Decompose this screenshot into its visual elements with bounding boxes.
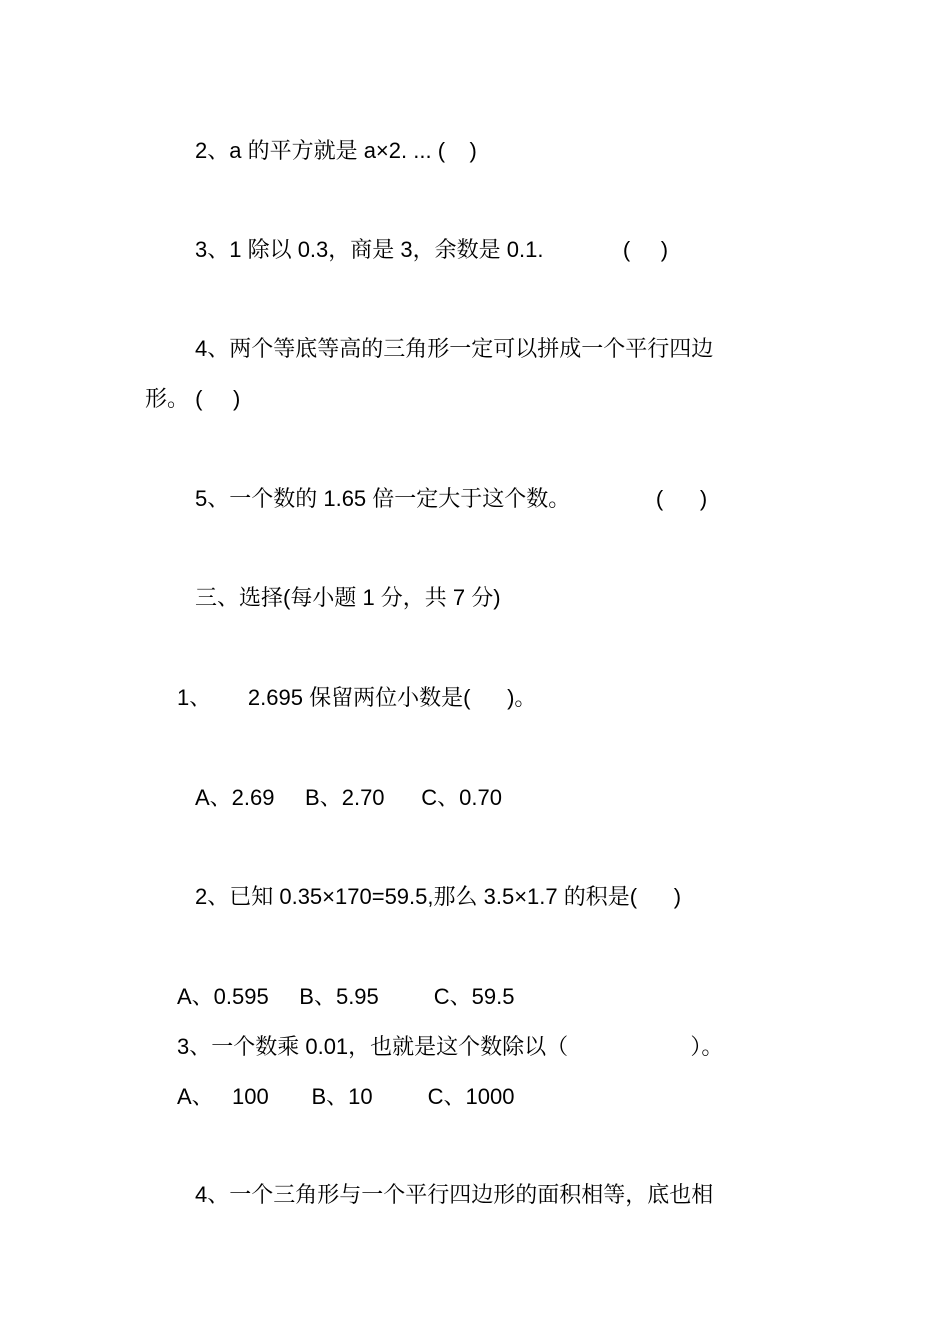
choice-question-2: 2、已知 0.35×170=59.5,那么 3.5×1.7 的积是( ) (195, 884, 682, 909)
judge-question-2: 2、a 的平方就是 a×2. ... ( ) (195, 138, 477, 163)
judge-question-4-line-1: 4、两个等底等高的三角形一定可以拼成一个平行四边 (195, 336, 714, 361)
choice-question-1-options: A、2.69 B、2.70 C、0.70 (195, 785, 502, 810)
choice-question-2-options: A、0.595 B、5.95 C、59.5 (177, 984, 515, 1009)
judge-question-3: 3、1 除以 0.3，商是 3，余数是 0.1. ( ) (195, 237, 669, 262)
judge-question-4-line-2: 形。 ( ) (145, 386, 241, 411)
choice-question-3-options: A、 100 B、10 C、1000 (177, 1084, 515, 1109)
choice-question-1: 1、 2.695 保留两位小数是( )。 (177, 685, 537, 710)
judge-question-5: 5、一个数的 1.65 倍一定大于这个数。 ( ) (195, 486, 708, 511)
choice-question-3: 3、一个数乘 0.01，也就是这个数除以（ ）。 (177, 1034, 724, 1059)
section-3-heading: 三、选择(每小题 1 分，共 7 分) (195, 585, 501, 610)
choice-question-4-line-1: 4、一个三角形与一个平行四边形的面积相等，底也相 (195, 1182, 714, 1207)
